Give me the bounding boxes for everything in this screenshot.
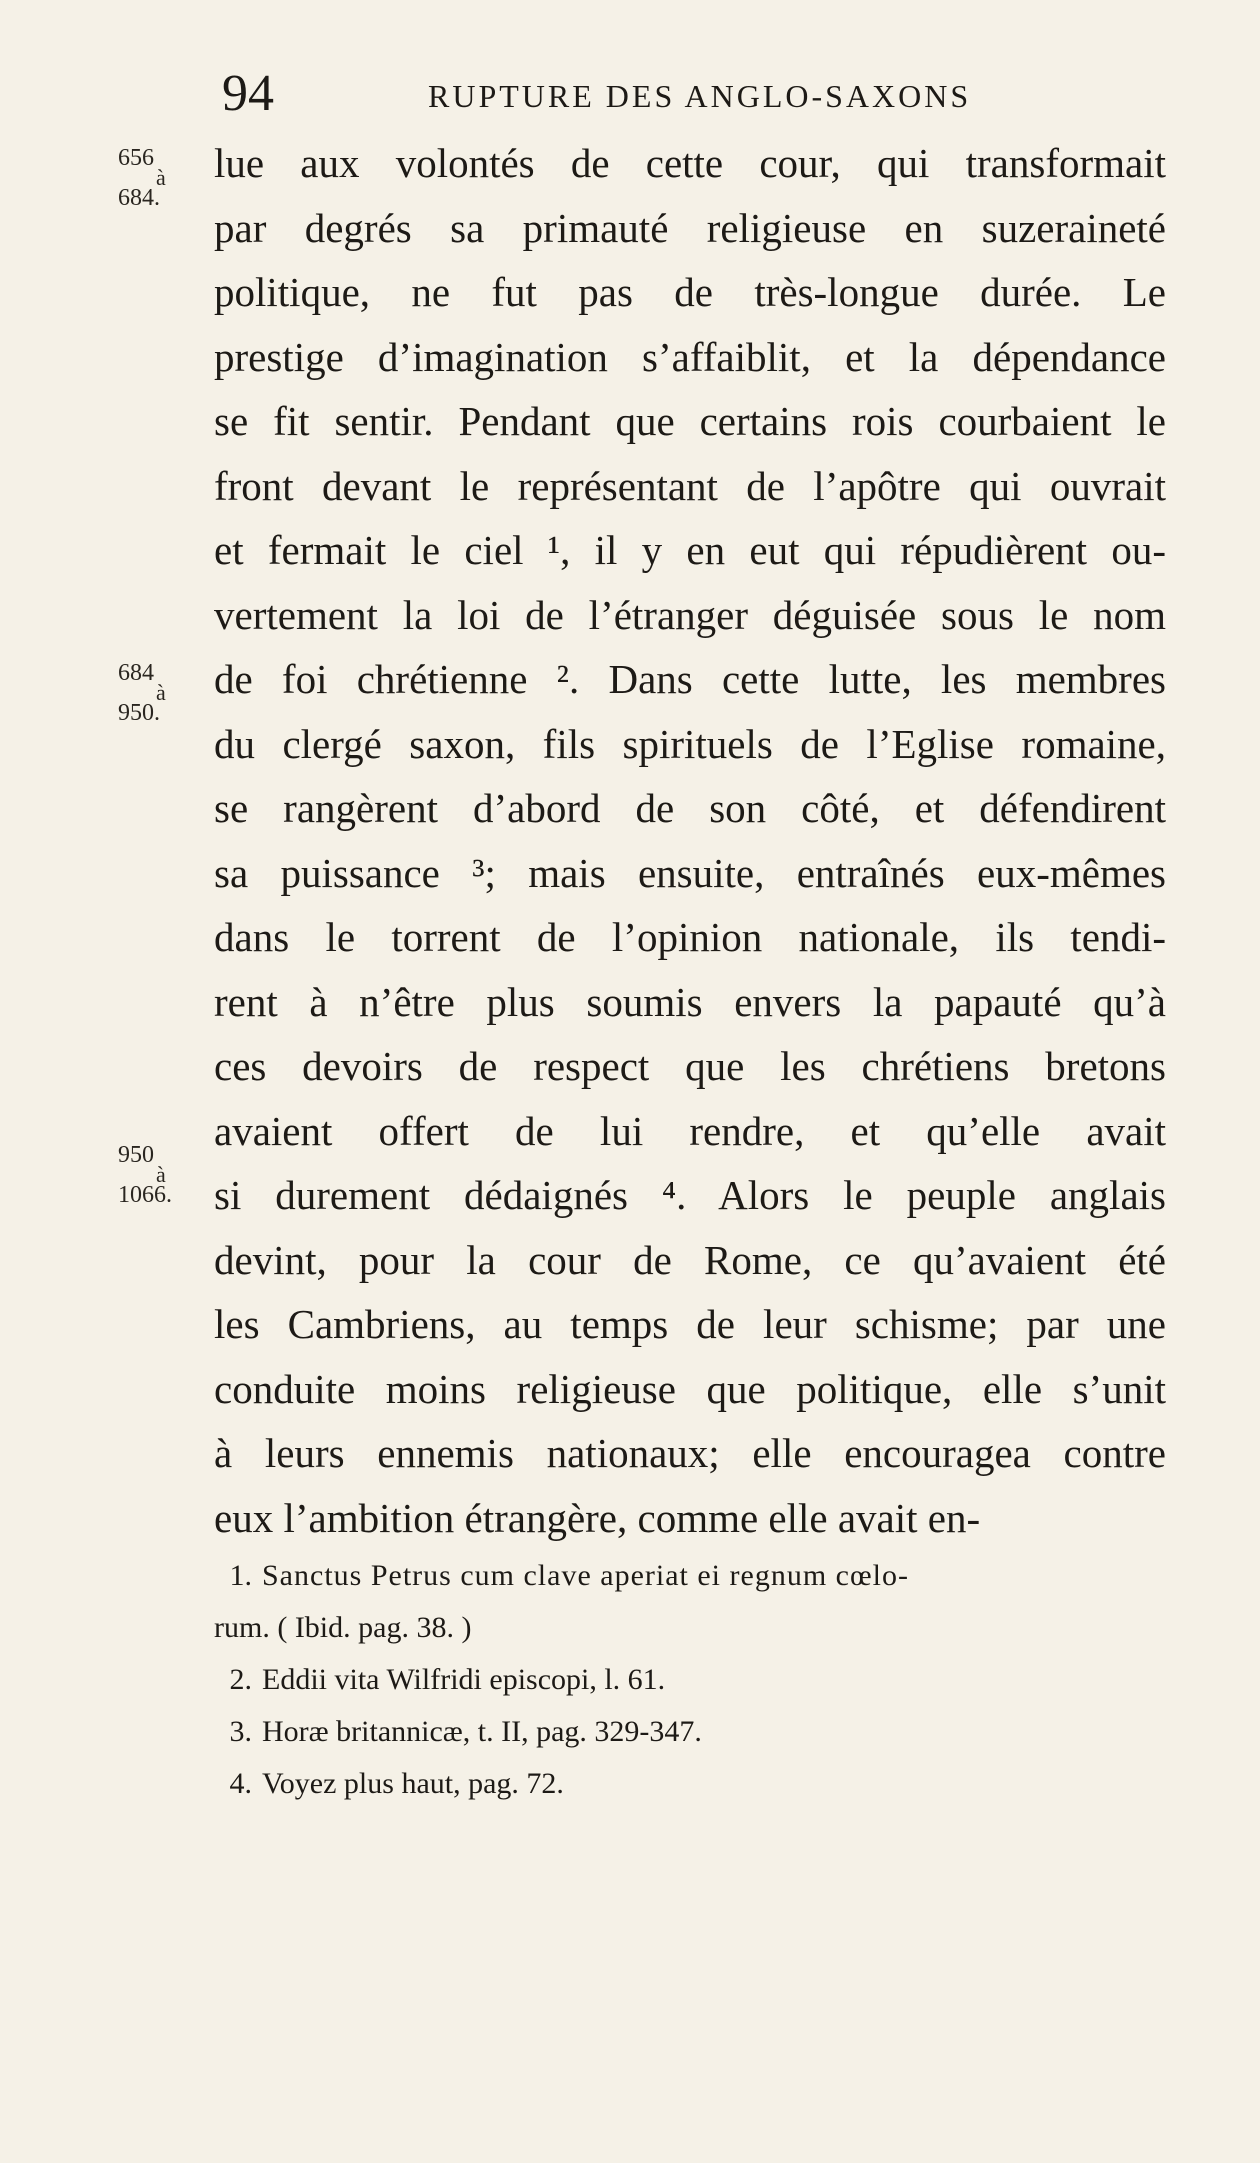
text-line: devint, pour la cour de Rome, ce qu’avaient été <box>214 1236 1166 1283</box>
text-line: à leurs ennemis nationaux; elle encouragea contre <box>214 1430 1166 1476</box>
footnote-number: 1. <box>229 1559 252 1592</box>
margin-date-a: à <box>156 165 166 190</box>
text-line: se rangèrent d’abord de son côté, et défendirent <box>214 785 1166 831</box>
text-line: de foi chrétienne ². Dans cette lutte, les membres <box>214 656 1166 702</box>
running-title: RUPTURE DES ANGLO-SAXONS <box>428 78 972 114</box>
text-line: sa puissance ³; mais ensuite, entraînés eux-mêmes <box>214 849 1166 896</box>
footnote-number: 3. <box>229 1715 252 1748</box>
footnote <box>214 1550 1166 1602</box>
page-header <box>0 60 1260 130</box>
margin-date-range <box>118 1143 208 1207</box>
text-line: dans le torrent de l’opinion nationale, ils tendi- <box>214 914 1166 960</box>
footnotes <box>214 1550 1166 1810</box>
margin-date-range <box>118 146 208 210</box>
text-line: si durement dédaignés ⁴. Alors le peuple anglais <box>214 1172 1166 1218</box>
footnote-number: 2. <box>229 1663 252 1696</box>
footnote-text: rum. ( Ibid. pag. 38. ) <box>214 1611 472 1644</box>
margin-date-range <box>118 661 208 725</box>
text-line: les Cambriens, au temps de leur schisme; par une <box>214 1301 1166 1347</box>
margin-date-to: 950. <box>118 700 160 726</box>
footnote-number: 4. <box>229 1767 252 1800</box>
footnote-text: Horæ britannicæ, t. II, pag. 329-347. <box>262 1715 702 1748</box>
text-line: par degrés sa primauté religieuse en suzeraineté <box>214 204 1166 251</box>
margin-date-to: 684. <box>118 185 160 211</box>
margin-date-from: 950 <box>118 1142 154 1168</box>
footnote <box>214 1706 1166 1758</box>
page-number: 94 <box>222 65 274 122</box>
text-line: lue aux volontés de cette cour, qui transformait <box>214 140 1166 186</box>
footnote-continuation <box>214 1602 1166 1654</box>
footnote-text: Sanctus Petrus cum clave aperiat ei regnum cœlo- <box>262 1559 909 1592</box>
text-line: avaient offert de lui rendre, et qu’elle avait <box>214 1107 1166 1154</box>
text-line: prestige d’imagination s’affaiblit, et la dépendance <box>214 333 1166 380</box>
footnote-text: Voyez plus haut, pag. 72. <box>262 1767 564 1800</box>
margin-date-a: à <box>156 680 166 705</box>
text-line: eux l’ambition étrangère, comme elle avait en- <box>214 1494 981 1541</box>
footnote <box>214 1654 1166 1706</box>
text-line: ces devoirs de respect que les chrétiens bretons <box>214 1043 1166 1089</box>
text-line: se fit sentir. Pendant que certains rois courbaient le <box>214 398 1166 444</box>
text-line: front devant le représentant de l’apôtre qui ouvrait <box>214 462 1166 509</box>
margin-date-a: à <box>156 1162 166 1187</box>
footnote-text: Eddii vita Wilfridi episcopi, l. 61. <box>262 1663 666 1696</box>
margin-date-to: 1066. <box>118 1182 172 1208</box>
margin-date-from: 656 <box>118 145 154 171</box>
text-line: et fermait le ciel ¹, il y en eut qui répudièrent ou- <box>214 527 1166 573</box>
text-line: du clergé saxon, fils spirituels de l’Eglise romaine, <box>214 720 1166 767</box>
body-text <box>214 131 1166 1550</box>
margin-date-from: 684 <box>118 660 154 686</box>
text-line: rent à n’être plus soumis envers la papauté qu’à <box>214 978 1166 1025</box>
text-line: conduite moins religieuse que politique, elle s’unit <box>214 1365 1166 1412</box>
footnote <box>214 1758 1166 1810</box>
text-line: vertement la loi de l’étranger déguisée sous le nom <box>214 591 1166 638</box>
text-line: politique, ne fut pas de très-longue durée. Le <box>214 269 1166 315</box>
